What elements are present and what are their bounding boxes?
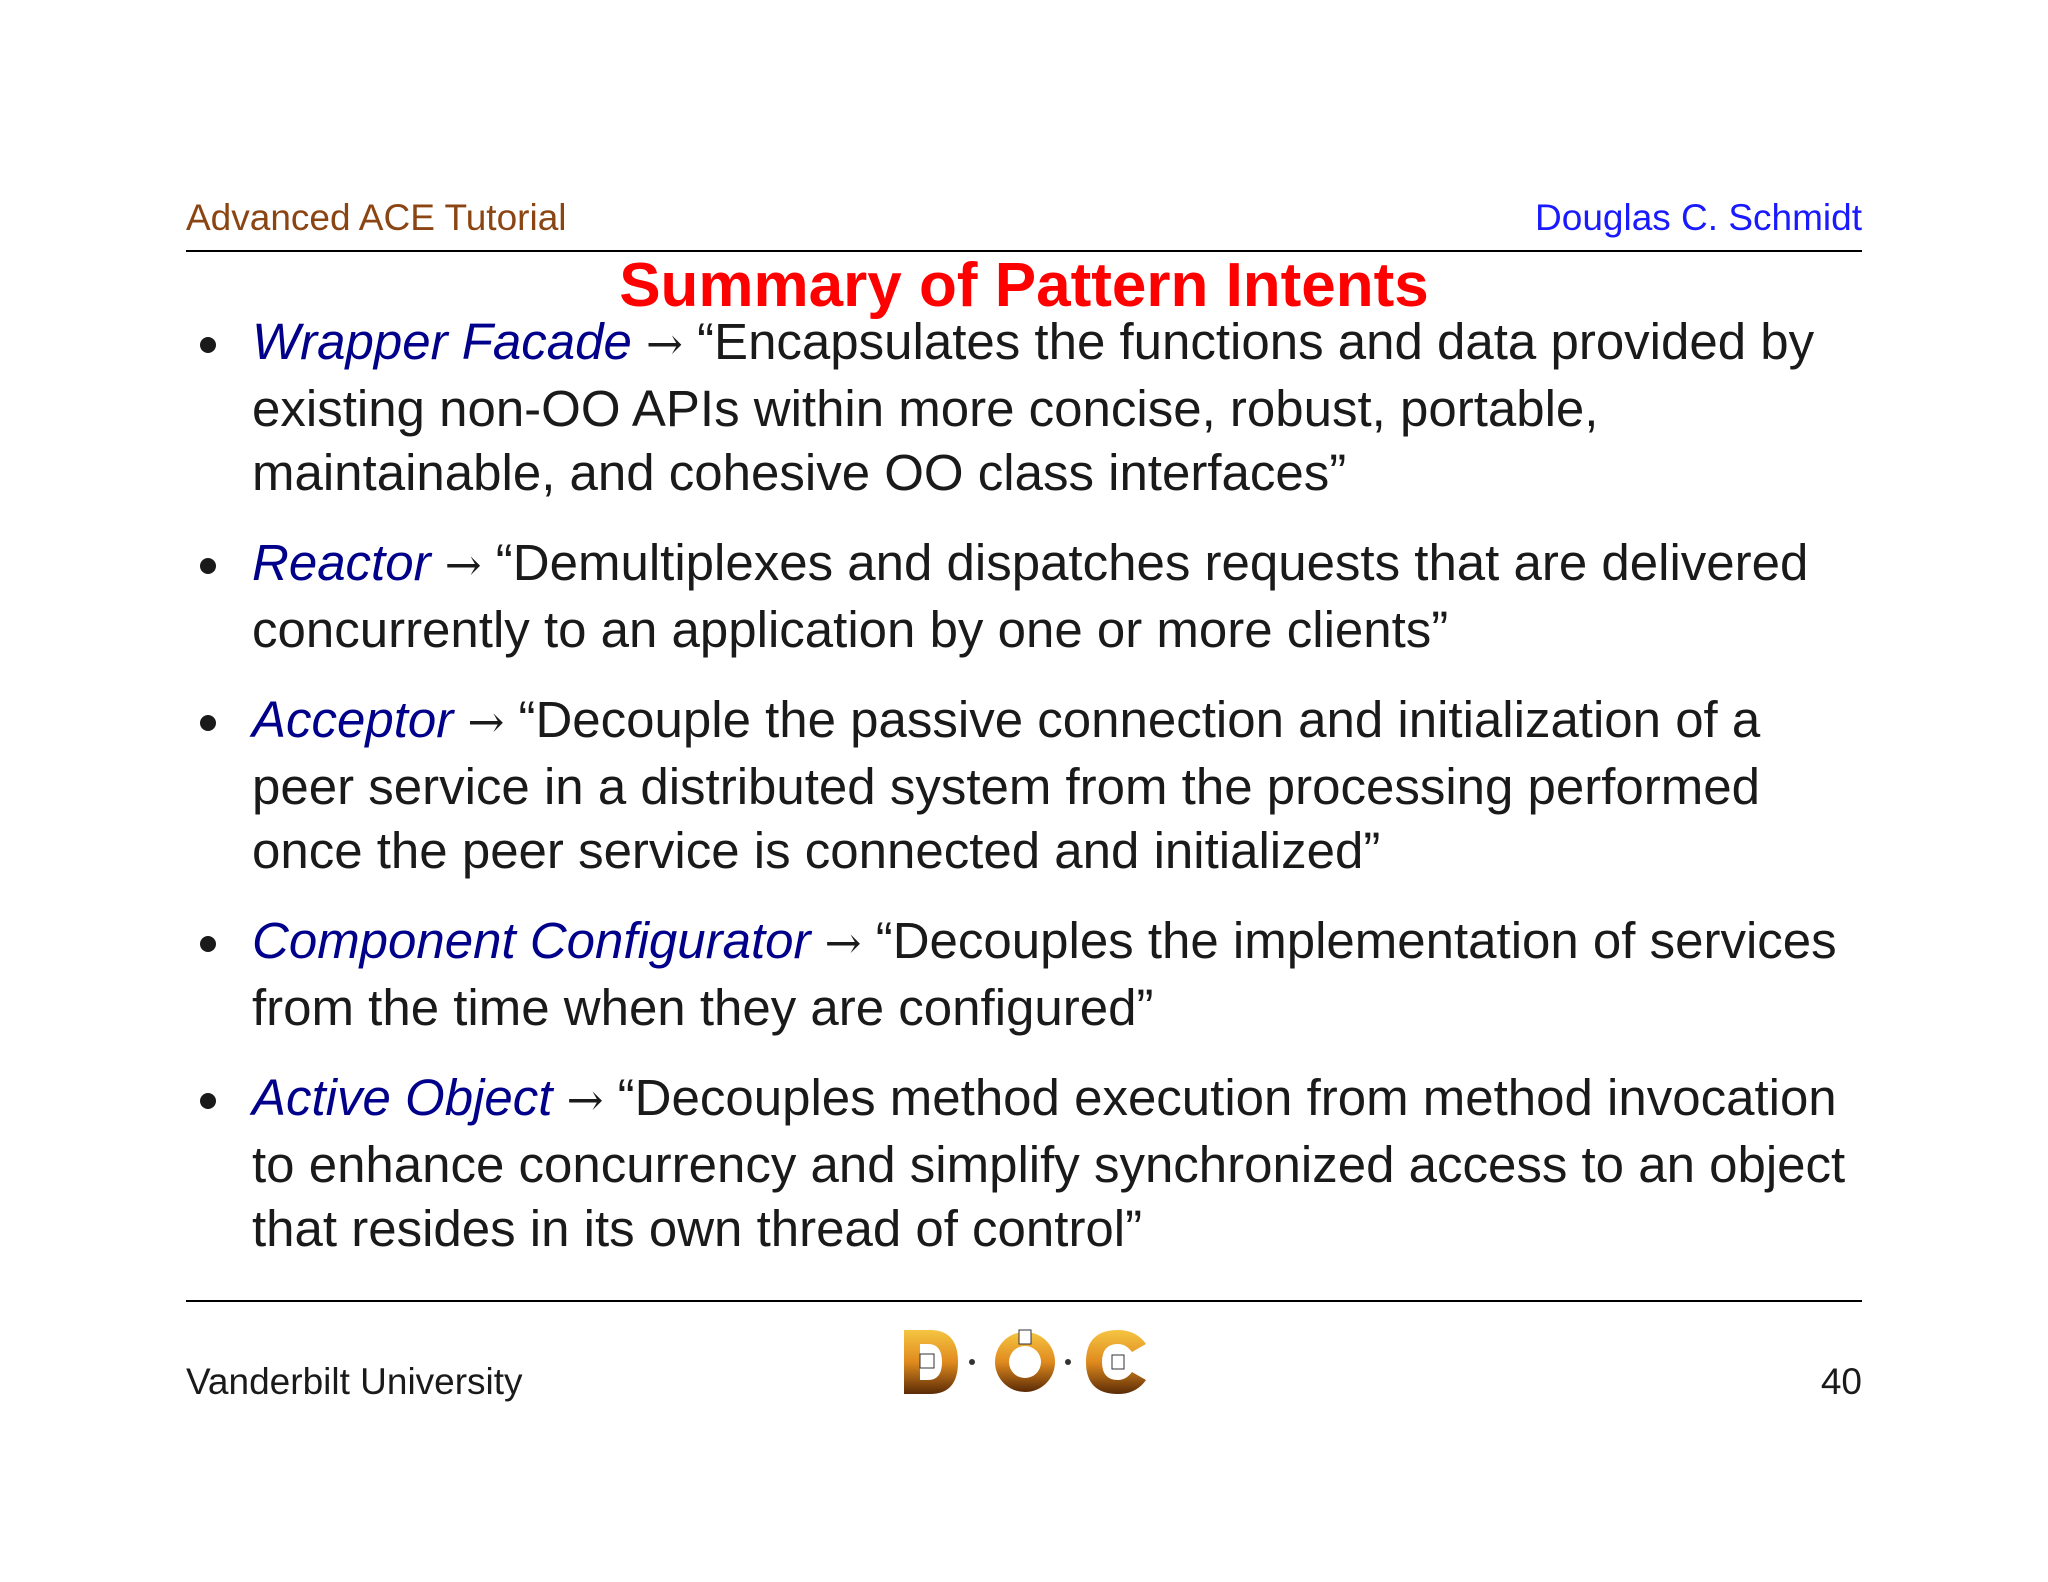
footer-institution: Vanderbilt University: [186, 1361, 523, 1402]
bullet-component-configurator: [186, 909, 1876, 1040]
pattern-name: Reactor: [252, 534, 431, 591]
bullet-reactor: [186, 531, 1876, 662]
arrow-right-icon: →: [824, 918, 862, 969]
header-course-title: Advanced ACE Tutorial: [186, 197, 567, 238]
pattern-intent-text: “Decouples method execution from method invocation to enhance concurrency and simplify synchronized access to an object that resides in its own thread of control”: [252, 1069, 1846, 1257]
bottom-divider: [186, 1300, 1862, 1302]
arrow-right-icon: →: [467, 697, 505, 748]
pattern-name: Wrapper Facade: [252, 313, 632, 370]
page-number: 40: [1820, 1361, 1862, 1402]
pattern-name: Acceptor: [252, 691, 454, 748]
pattern-intent-list: [186, 310, 1876, 1287]
bullet-acceptor: [186, 688, 1876, 883]
pattern-name: Active Object: [252, 1069, 553, 1126]
bullet-dot-icon: [200, 1093, 216, 1109]
bullet-dot-icon: [200, 558, 216, 574]
pattern-intent-text: “Decouples the implementation of services from the time when they are configured”: [252, 912, 1837, 1036]
arrow-right-icon: →: [646, 319, 683, 370]
bullet-wrapper-facade: [186, 310, 1876, 505]
bullet-active-object: [186, 1066, 1876, 1261]
slide-title: Summary of Pattern Intents: [619, 251, 1429, 320]
bullet-dot-icon: [200, 715, 216, 731]
bullet-dot-icon: [200, 936, 216, 952]
pattern-intent-text: “Encapsulates the functions and data provided by existing non-OO APIs within more concise, robust, portable, maintainable, and cohesive OO class interfaces”: [252, 313, 1815, 501]
pattern-name: Component Configurator: [252, 912, 811, 969]
arrow-right-icon: →: [566, 1075, 604, 1126]
doc-group-logo-icon: [900, 1322, 1150, 1402]
pattern-intent-text: “Demultiplexes and dispatches requests that are delivered concurrently to an application by one or more clients”: [252, 534, 1809, 658]
arrow-right-icon: →: [444, 540, 482, 591]
header-author: Douglas C. Schmidt: [1535, 197, 1862, 238]
pattern-intent-text: “Decouple the passive connection and initialization of a peer service in a distributed system from the processing performed once the peer service is connected and initialized”: [252, 691, 1761, 879]
bullet-dot-icon: [200, 337, 216, 353]
